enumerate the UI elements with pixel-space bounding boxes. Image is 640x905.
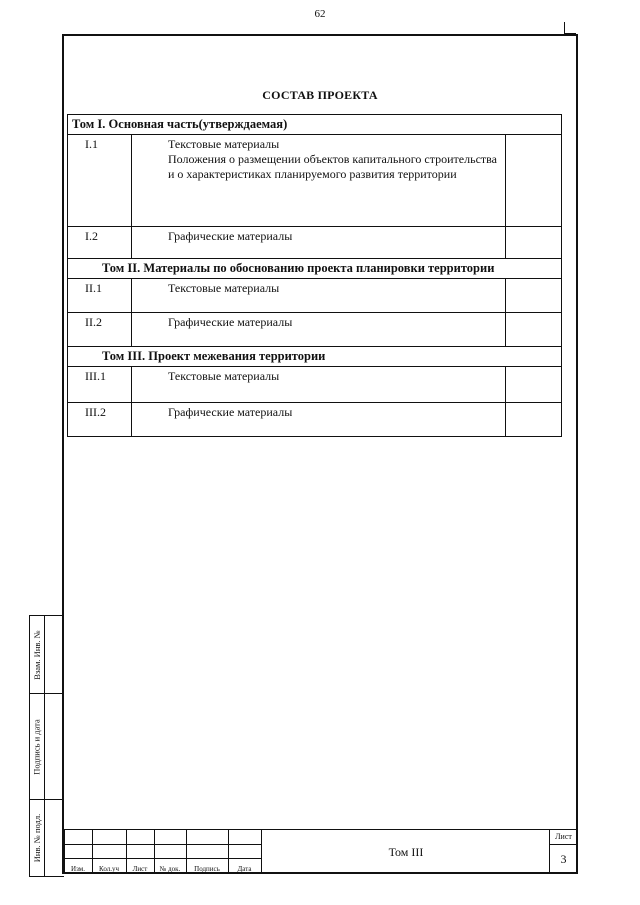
item-page-cell xyxy=(506,135,562,227)
volume-3-heading: Том III. Проект межевания территории xyxy=(68,347,562,367)
side-label: Подпись и дата xyxy=(32,718,43,775)
revision-grid xyxy=(64,829,261,874)
item-code: I.2 xyxy=(68,227,132,259)
document-title: СОСТАВ ПРОЕКТА xyxy=(262,88,378,102)
volume-3-heading-row xyxy=(68,347,562,367)
replacement-inventory-cell xyxy=(30,616,63,694)
item-code: I.1 xyxy=(68,135,132,227)
contents-table xyxy=(67,114,562,437)
stamp-column-label: Подпись xyxy=(194,865,220,873)
page-number: 62 xyxy=(314,8,326,20)
side-label: Взам. Инв. № xyxy=(32,629,42,680)
table-row xyxy=(68,367,562,403)
item-label: Графические материалы xyxy=(132,313,506,347)
table-row xyxy=(68,135,562,227)
item-page-cell xyxy=(506,313,562,347)
volume-1-heading: Том I. Основная часть(утверждаемая) xyxy=(68,115,562,135)
stamp-column-label: Дата xyxy=(237,865,252,873)
item-code: III.2 xyxy=(68,403,132,437)
binding-margin-stamp xyxy=(29,615,64,877)
sheet-label: Лист xyxy=(555,832,572,841)
table-row xyxy=(68,403,562,437)
original-inventory-cell xyxy=(30,800,63,876)
item-page-cell xyxy=(506,367,562,403)
signature-date-cell xyxy=(30,694,63,800)
stamp-column-label: Изм. xyxy=(71,865,85,873)
item-label: Текстовые материалы xyxy=(132,279,506,313)
table-row xyxy=(68,227,562,259)
item-label: Текстовые материалы xyxy=(132,367,506,403)
item-code: III.1 xyxy=(68,367,132,403)
item-page-cell xyxy=(506,227,562,259)
item-detail: Положения о размещении объектов капитального строительства и о характеристиках планируемого развития территории xyxy=(168,152,497,181)
item-description xyxy=(132,135,506,227)
item-page-cell xyxy=(506,279,562,313)
stamp-column-label: Лист xyxy=(132,865,148,873)
item-label: Графические материалы xyxy=(132,227,506,259)
sheet-number: 3 xyxy=(560,852,567,866)
item-label: Текстовые материалы xyxy=(168,137,280,151)
table-row xyxy=(68,313,562,347)
volume-2-heading: Том II. Материалы по обоснованию проекта планировки территории xyxy=(68,259,562,279)
stamp-column-label: Кол.уч xyxy=(99,865,119,873)
item-code: II.2 xyxy=(68,313,132,347)
side-label: Инв. № подл. xyxy=(32,813,42,863)
sheet-box xyxy=(549,829,577,874)
item-label: Графические материалы xyxy=(132,403,506,437)
table-row xyxy=(68,279,562,313)
document-designation: Том III xyxy=(261,829,550,874)
item-code: II.1 xyxy=(68,279,132,313)
stamp-column-label: № док. xyxy=(159,865,181,873)
title-block xyxy=(64,829,576,873)
volume-2-heading-row xyxy=(68,259,562,279)
item-page-cell xyxy=(506,403,562,437)
frame-corner-mark-horizontal xyxy=(564,33,576,34)
volume-1-heading-row xyxy=(68,115,562,135)
